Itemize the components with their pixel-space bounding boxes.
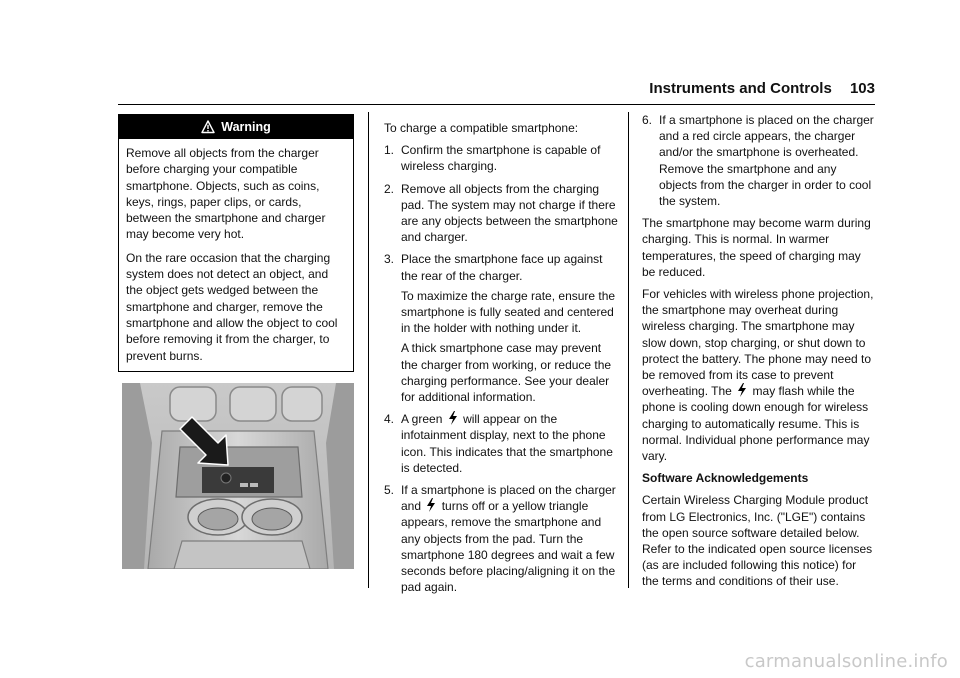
warning-paragraph: Remove all objects from the charger before charging your compatible smartphone. Objects, such as coins, keys, rings, paper clips, or cards, between the smartphone and charger may become very hot. — [126, 146, 326, 242]
header-rule — [118, 104, 875, 105]
right-column — [642, 112, 876, 596]
paragraph: Certain Wireless Charging Module product from LG Electronics, Inc. ("LGE") contains the open source software detailed below. Refer to the indicated open source licenses (as are included following this notice) for the terms and conditions of their use. — [642, 493, 873, 589]
intro-text: To charge a compatible smartphone: — [384, 121, 579, 135]
step-1 — [384, 142, 618, 174]
column-divider-left — [368, 112, 369, 588]
step-4 — [384, 411, 618, 476]
step-text-before: A green — [401, 412, 443, 427]
steps-list-continued — [642, 112, 876, 209]
step-text: Place the smartphone face up against the rear of the charger. — [401, 252, 603, 283]
step-text: Confirm the smartphone is capable of wireless charging. — [401, 143, 601, 174]
subheading: Software Acknowledgements — [642, 471, 809, 486]
step-number: 2. — [384, 181, 395, 196]
step-number: 4. — [384, 412, 395, 427]
column-divider-right — [628, 112, 629, 588]
section-title: Instruments and Controls — [649, 80, 832, 97]
step-number: 5. — [384, 483, 395, 498]
paragraph: The smartphone may become warm during charging. This is normal. In warmer temperatures, the speed of charging may be reduced. — [642, 216, 871, 279]
step-text-after: turns off or a yellow triangle appears, remove the smartphone and any objects from the pad. Turn the smartphone 180 degrees and wait a few seconds before placing/aligning it on the pad again. — [401, 499, 616, 595]
step-3 — [384, 251, 618, 405]
step-text: Remove all objects from the charging pad. The system may not charge if there are any objects between the smartphone and charger. — [401, 181, 618, 245]
warning-box — [118, 114, 354, 372]
charging-bolt-icon — [737, 383, 747, 397]
step-number: 6. — [642, 113, 653, 127]
warning-triangle-icon — [201, 120, 215, 134]
step-note: To maximize the charge rate, ensure the smartphone is fully seated and centered in the holder with nothing under it. — [401, 288, 616, 336]
warning-body — [119, 139, 353, 364]
step-text-after: will appear on the infotainment display, next to the phone icon. This indicates that the smartphone is detected. — [401, 412, 613, 475]
wireless-charger-console-illustration — [122, 383, 354, 569]
paragraph-text-before: For vehicles with wireless phone projection, the smartphone may overheat during wireless charging. The smartphone may slow down, stop charging, or shut down to protect the battery. The phone may need to be removed from its case to prevent overheating. The — [642, 287, 874, 399]
step-6 — [642, 112, 876, 209]
charging-bolt-icon — [426, 498, 436, 512]
warning-title: Warning — [221, 120, 271, 134]
step-2 — [384, 181, 618, 246]
warning-title-bar — [119, 115, 353, 139]
page-number: 103 — [849, 80, 875, 97]
step-number: 1. — [384, 143, 395, 158]
step-text-before: If a smartphone is placed on the charger and — [401, 483, 616, 514]
warning-paragraph: On the rare occasion that the charging system does not detect an object, and the object gets wedged between the smartphone and charger, remove the smartphone and allow the object to cool before removing it from the charger, to prevent burns. — [126, 250, 338, 363]
steps-list — [384, 142, 618, 595]
step-5 — [384, 482, 618, 595]
page-header — [555, 80, 875, 97]
step-text: If a smartphone is placed on the charger and a red circle appears, the charger and/or the smartphone is overheated. Remove the smartphone and any objects from the charger in order to cool the system. — [659, 113, 874, 209]
middle-column — [384, 120, 618, 601]
step-note: A thick smartphone case may prevent the charger from working, or reduce the charging performance. See your dealer for additional information. — [401, 341, 612, 405]
paragraph-text-after: may flash while the phone is cooling down enough for wireless charging to automatically resume. This is normal. Individual phone performance may vary. — [642, 384, 870, 464]
step-number: 3. — [384, 252, 395, 267]
charging-bolt-icon — [448, 411, 458, 425]
paragraph — [642, 286, 876, 464]
watermark-text: carmanualsonline.info — [744, 651, 948, 672]
